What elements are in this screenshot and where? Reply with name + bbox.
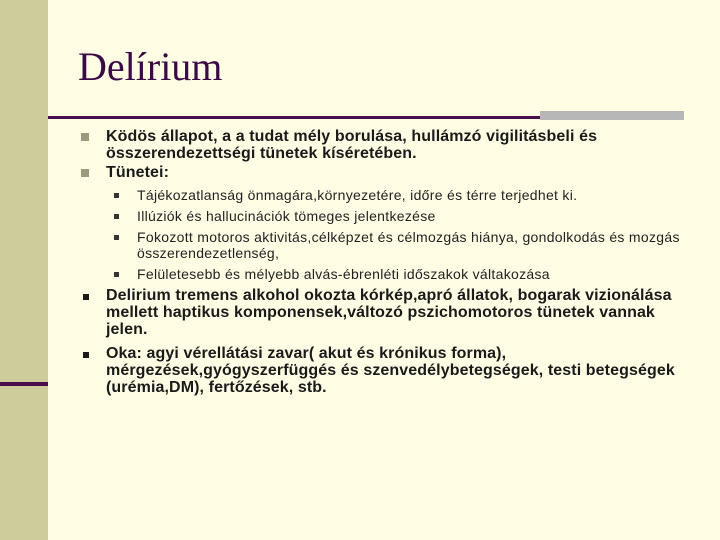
sub-bullet-item [80, 266, 700, 282]
bullet-text: Oka: agyi vérellátási zavar( akut és krónikus forma), mérgezések,gyógyszerfüggés és szenvedélybetegségek, testi betegségek (urémia,DM), fertőzések, stb. [106, 345, 675, 396]
square-bullet-icon [81, 169, 89, 177]
side-band [0, 0, 48, 540]
square-bullet-icon [114, 214, 119, 219]
square-bullet-icon [114, 235, 119, 240]
bullet-text: Ködös állapot, a a tudat mély borulása, hullámzó vigilitásbeli és összerendezettségi tünetek kíséretében. [106, 128, 598, 162]
sub-bullet-item [80, 187, 700, 203]
sub-bullet-item [80, 208, 700, 224]
sub-bullet-text: Fokozott motoros aktivitás,célképzet és célmozgás hiánya, gondolkodás és mozgás összerendezetlenség, [137, 229, 680, 261]
title-rule [48, 116, 540, 119]
square-bullet-icon [114, 272, 119, 277]
side-accent-bar [0, 382, 48, 386]
title-rule-accent [540, 111, 684, 120]
sub-bullet-text: Illúziók és hallucinációk tömeges jelentkezése [137, 208, 436, 224]
bullet-text: Tünetei: [106, 164, 170, 181]
bullet-item [80, 128, 700, 162]
sub-bullet-text: Felületesebb és mélyebb alvás-ébrenléti időszakok váltakozása [137, 266, 550, 282]
bullet-item [80, 287, 700, 338]
sub-bullet-text: Tájékozatlanság önmagára,környezetére, időre és térre terjedhet ki. [137, 187, 578, 203]
square-bullet-icon [114, 193, 119, 198]
square-bullet-icon [83, 352, 89, 358]
bullet-text: Delirium tremens alkohol okozta kórkép,apró állatok, bogarak vizionálása mellett haptikus komponensek,változó pszichomotoros tünetek vannak jelen. [106, 287, 672, 338]
bullet-item [80, 345, 700, 396]
slide-title: Delírium [78, 44, 223, 89]
bullet-item [80, 164, 700, 181]
square-bullet-icon [81, 133, 89, 141]
sub-bullet-item [80, 229, 700, 261]
square-bullet-icon [83, 294, 89, 300]
slide-content [80, 128, 700, 396]
